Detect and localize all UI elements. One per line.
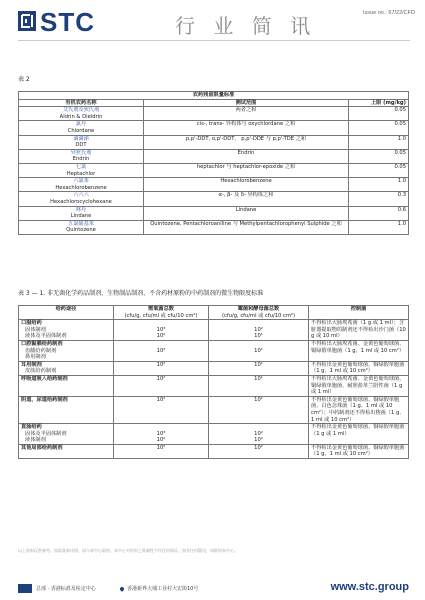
- route: 直肠给药 固体及半固体制剂 液体制剂: [19, 424, 114, 445]
- limit-value: 0.05: [349, 121, 409, 135]
- route: 口服给药 固体制剂 液体及半固体制剂: [19, 320, 114, 341]
- limit-value: 0.05: [349, 163, 409, 177]
- aerobic-count: 10²: [114, 375, 209, 396]
- pesticide-name: 六氯苯 Hexachlorobenzene: [19, 178, 144, 192]
- table-row: [19, 361, 409, 375]
- table-row: [19, 163, 409, 177]
- yeast-count: 10¹: [209, 396, 309, 423]
- table-row: [19, 320, 409, 341]
- header-divider: [18, 40, 410, 41]
- pesticide-name: 氯丹 Chlordane: [19, 121, 144, 135]
- stc-logo-icon: [18, 11, 36, 31]
- aerobic-count: 10²: [114, 340, 209, 361]
- test-scope: p,p'-DDT, o,p'-DDT、 p,p'-DDE 与 p,p'-TDE 之和: [144, 135, 349, 149]
- page-footer: [0, 578, 425, 600]
- limit-value: 1.0: [349, 135, 409, 149]
- table-row: [19, 149, 409, 163]
- aerobic-count: 10³ 10²: [114, 424, 209, 445]
- aerobic-count: 10²: [114, 396, 209, 423]
- issue-number: Issue no.: 67/22/CFD: [363, 10, 415, 16]
- test-scope: cis-, trans- 异构体与 oxychlordane 之和: [144, 121, 349, 135]
- table-row: [19, 444, 409, 458]
- control-bacteria: 不得检出金黄色葡萄球菌、铜绿假单胞菌（1 g、1 ml 或 10 cm²）: [309, 361, 409, 375]
- control-bacteria: 不得检出大肠埃希菌、金黄色葡萄球菌、铜绿假单胞菌（1 g、1 ml 或 10 cm²）: [309, 340, 409, 361]
- pesticide-name: 七氯 Heptachlor: [19, 163, 144, 177]
- table-row: [19, 220, 409, 234]
- test-scope: α-, β- 及 δ- 异构体之和: [144, 192, 349, 206]
- table2-label: 表 3 — 1. 非无菌化学药品制剂、生物制品制剂、不含药材原粉的中药制剂的微生物限度标准: [18, 290, 264, 297]
- limit-value: 1.0: [349, 220, 409, 234]
- route: 耳用制剂 皮肤给药制剂: [19, 361, 114, 375]
- limit-value: 0.05: [349, 107, 409, 121]
- pesticide-name: 异狄氏剂 Endrin: [19, 149, 144, 163]
- route: 呼吸道吸入给药制剂: [19, 375, 114, 396]
- microbial-limit-table: [18, 305, 409, 459]
- control-bacteria: 不得检出金黄色葡萄球菌、铜绿假单胞菌、白色念珠菌（1 g、1 ml 或 10 cm²）；中药制剂还不得检出梭菌（1 g、1 ml 或 10 cm²）: [309, 396, 409, 423]
- table-row: [19, 121, 409, 135]
- test-scope: heptachlor 与 heptachlor-epoxide 之和: [144, 163, 349, 177]
- table2-header-route: 给药途径: [19, 306, 114, 320]
- route: 阴道、尿道给药制剂: [19, 396, 114, 423]
- pesticide-name: 五氯硝基苯 Quintozene: [19, 220, 144, 234]
- test-scope: 两者之和: [144, 107, 349, 121]
- test-scope: Hexachlorobenzene: [144, 178, 349, 192]
- route: 其他局部给药制剂: [19, 444, 114, 458]
- table-row: [19, 340, 409, 361]
- control-bacteria: 不得检出大肠埃希菌（1 g 或 1 ml）；含脏器提取物的制剂还不得检出沙门菌（10 g 或 10 ml）: [309, 320, 409, 341]
- yeast-count: 10¹: [209, 361, 309, 375]
- limit-value: 0.3: [349, 192, 409, 206]
- table1-header-limit: 上限 (mg/kg): [349, 99, 409, 107]
- table-row: [19, 107, 409, 121]
- table-row: [19, 375, 409, 396]
- table-row: [19, 135, 409, 149]
- table-row: [19, 424, 409, 445]
- table1-label: 表 2: [18, 76, 30, 83]
- aerobic-count: 10³ 10²: [114, 320, 209, 341]
- table1-header-scope: 测试范围: [144, 99, 349, 107]
- table-row: [19, 178, 409, 192]
- footer-address: 香港新界大埔工业村大宏街10号: [120, 585, 198, 592]
- yeast-count: 10¹: [209, 340, 309, 361]
- pesticide-name: 林丹 Lindane: [19, 206, 144, 220]
- pesticide-name: 滴滴涕 DDT: [19, 135, 144, 149]
- test-scope: Quintozene, Pentachloroaniline 与 Methylpentachlorophenyl Sulphide 之和: [144, 220, 349, 234]
- limit-value: 0.05: [349, 149, 409, 163]
- table1-caption: 农药残留限量标准: [19, 92, 409, 100]
- table1-header-name: 有机农药名称: [19, 99, 144, 107]
- page-title: 行 业 简 讯: [175, 14, 317, 38]
- table2-header-yeast: 霉菌和酵母菌总数 (cfu/g, cfu/ml 或 cfu/10 cm²): [209, 306, 309, 320]
- yeast-count: 10²: [209, 444, 309, 458]
- yeast-count: 10² 10¹: [209, 320, 309, 341]
- yeast-count: 10¹: [209, 375, 309, 396]
- control-bacteria: 不得检出大肠埃希菌、金黄色葡萄球菌、铜绿假单胞菌、耐胆盐革兰阴性菌（1 g 或 1 ml）: [309, 375, 409, 396]
- aerobic-count: 10²: [114, 361, 209, 375]
- website-link[interactable]: www.stc.group: [330, 581, 409, 593]
- control-bacteria: 不得检出金黄色葡萄球菌、铜绿假单胞菌（1 g、1 ml 或 10 cm²）: [309, 444, 409, 458]
- table-row: [19, 206, 409, 220]
- table-row: [19, 396, 409, 423]
- test-scope: Lindane: [144, 206, 349, 220]
- location-pin-icon: [119, 586, 125, 592]
- table2-header-control: 控制菌: [309, 306, 409, 320]
- brand-name: STC: [40, 7, 95, 37]
- footnote: 以上资料仅供参考。如需查询详情，请与本中心联络。本中心对资料之准确性不作任何保证。如有任何疑问，请联络本中心。: [18, 548, 238, 553]
- aerobic-count: 10²: [114, 444, 209, 458]
- yeast-count: 10² 10²: [209, 424, 309, 445]
- footer-logo-icon: [18, 584, 32, 593]
- table-row: [19, 192, 409, 206]
- pesticide-limit-table: [18, 91, 409, 235]
- control-bacteria: 不得检出金黄色葡萄球菌、铜绿假单胞菌（1 g 或 1 ml）: [309, 424, 409, 445]
- page-header: [0, 0, 425, 42]
- table2-header-aerobic: 需氧菌总数 (cfu/g, cfu/ml 或 cfu/10 cm²): [114, 306, 209, 320]
- pesticide-name: 六六六 Hexachlorocyclohexane: [19, 192, 144, 206]
- footer-org: 总部 · 香港标准及检定中心: [36, 586, 96, 592]
- limit-value: 1.0: [349, 178, 409, 192]
- route: 口腔黏膜给药制剂 齿龈给药制剂 鼻用制剂: [19, 340, 114, 361]
- pesticide-name: 艾氏剂及狄氏剂 Aldrin & Dieldrin: [19, 107, 144, 121]
- test-scope: Endrin: [144, 149, 349, 163]
- limit-value: 0.6: [349, 206, 409, 220]
